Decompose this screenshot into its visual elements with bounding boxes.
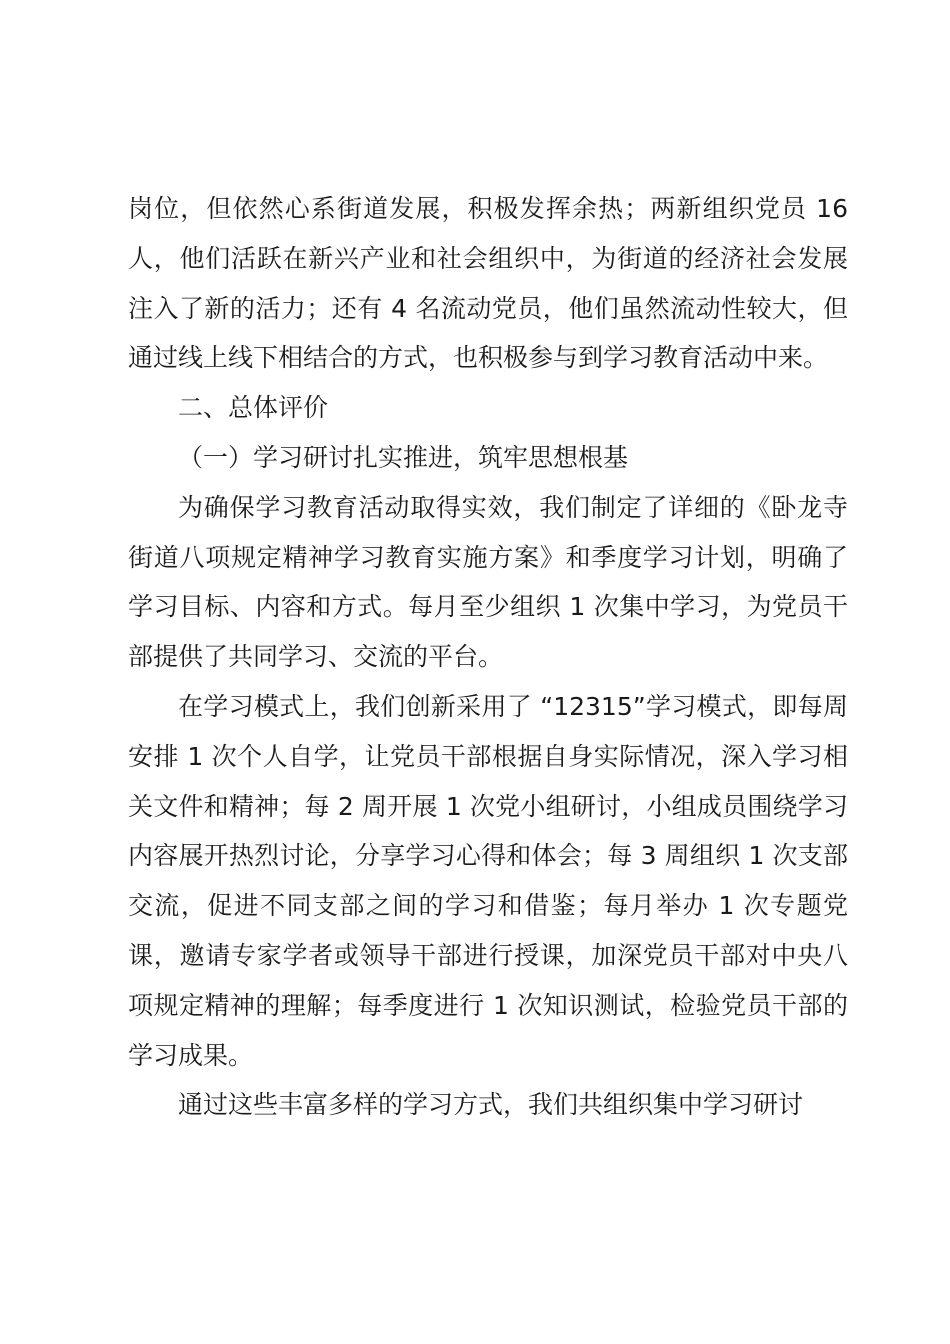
section-heading-overall-evaluation: 二、总体评价 — [178, 393, 329, 423]
paragraph-study-methods-summary: 通过这些丰富多样的学习方式，我们共组织集中学习研讨 — [178, 1090, 804, 1120]
document-body — [128, 184, 848, 1130]
paragraph-party-members-continued: 岗位，但依然心系街道发展，积极发挥余热；两新组织党员 16 人，他们活跃在新兴产业和社会组织中，为街道的经济社会发展注入了新的活力；还有 4 名流动党员，他们虽然流动性较大，但通过线上线下相结合的方式，也积极参与到学习教育活动中来。 — [128, 194, 848, 373]
paragraph-12315-study-mode: 在学习模式上，我们创新采用了 “12315”学习模式，即每周安排 1 次个人自学，让党员干部根据自身实际情况，深入学习相关文件和精神；每 2 周开展 1 次党小组研讨，小组成员围绕学习内容展开热烈讨论，分享学习心得和体会；每 3 周组织 1 次支部交流，促进不同支部之间的学习和借鉴；每月举办 1 次专题党课，邀请专家学者或领导干部进行授课，加深党员干部对中央八项规定精神的理解；每季度进行 1 次知识测试，检验党员干部的学习成果。 — [128, 691, 848, 1070]
subsection-heading-study-discussion: （一）学习研讨扎实推进，筑牢思想根基 — [178, 442, 629, 472]
paragraph-implementation-plan: 为确保学习教育活动取得实效，我们制定了详细的《卧龙寺街道八项规定精神学习教育实施方案》和季度学习计划，明确了学习目标、内容和方式。每月至少组织 1 次集中学习，为党员干部提供了共同学习、交流的平台。 — [128, 492, 848, 672]
